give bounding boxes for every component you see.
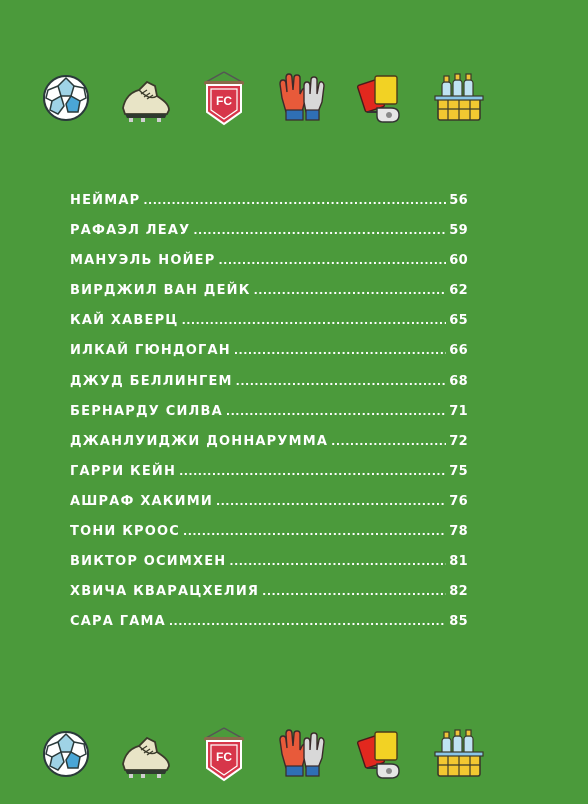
fc-pennant-icon (196, 724, 252, 784)
goalkeeper-gloves-icon (274, 68, 330, 128)
toc-entry-name: ВИРДЖИЛ ВАН ДЕЙК (70, 283, 251, 299)
dot-leader (229, 555, 446, 568)
dot-leader (236, 375, 447, 388)
dot-leader (226, 405, 446, 418)
toc-entry-page: 81 (449, 554, 468, 570)
dot-leader (219, 254, 447, 267)
toc-entry-name: МАНУЭЛЬ НОЙЕР (70, 253, 216, 269)
toc-entry-name: НЕЙМАР (70, 193, 141, 208)
toc-entry-name: БЕРНАРДУ СИЛВА (70, 403, 223, 419)
dot-leader (193, 224, 446, 237)
red-yellow-card-whistle-icon (353, 68, 409, 128)
dot-leader (262, 585, 446, 598)
dot-leader (331, 435, 446, 448)
toc-entry-page: 72 (449, 433, 468, 449)
toc-entry-page: 66 (449, 343, 468, 359)
toc-entry (70, 404, 468, 434)
toc-entry-page: 56 (449, 193, 468, 208)
svg-text:FC: FC (215, 750, 232, 764)
toc-entry-page: 62 (449, 283, 468, 299)
toc-entry (70, 614, 468, 644)
toc-entry-name: ВИКТОР ОСИМХЕН (70, 554, 227, 570)
dot-leader (143, 194, 446, 207)
toc-entry (70, 253, 468, 283)
water-bottle-crate-icon (432, 724, 488, 784)
toc-entry (70, 554, 468, 584)
dot-leader (216, 495, 446, 508)
soccer-ball-icon (38, 68, 94, 128)
toc-entry (70, 193, 468, 223)
water-bottle-crate-icon (432, 68, 488, 128)
top-icon-row (38, 66, 488, 130)
bottom-icon-row (38, 722, 488, 786)
toc-entry (70, 524, 468, 554)
toc-entry-page: 71 (449, 403, 468, 419)
toc-entry (70, 283, 468, 313)
toc-entry (70, 313, 468, 343)
toc-entry-name: ТОНИ КРООС (70, 524, 181, 540)
football-boot-icon (117, 68, 173, 128)
toc-entry-page: 75 (449, 463, 468, 479)
toc-entry-page: 60 (449, 253, 468, 269)
toc-entry-name: ИЛКАЙ ГЮНДОГАН (70, 343, 231, 359)
toc-entry (70, 494, 468, 524)
toc-entry (70, 343, 468, 373)
football-boot-icon (117, 724, 173, 784)
toc-entry-page: 65 (449, 313, 468, 329)
fc-pennant-icon (196, 68, 252, 128)
toc-entry-page: 76 (449, 493, 468, 509)
soccer-ball-icon (38, 724, 94, 784)
toc-entry-name: ГАРРИ КЕЙН (70, 463, 177, 479)
toc-entry (70, 434, 468, 464)
toc-entry-page: 59 (449, 223, 468, 239)
toc-entry-name: РАФАЭЛ ЛЕАУ (70, 223, 191, 239)
toc-entry-name: АШРАФ ХАКИМИ (70, 493, 213, 509)
toc-entry (70, 223, 468, 253)
goalkeeper-gloves-icon (274, 724, 330, 784)
toc-entry-page: 78 (449, 524, 468, 540)
table-of-contents (70, 193, 468, 644)
toc-entry-page: 82 (449, 584, 468, 600)
toc-entry-name: ДЖАНЛУИДЖИ ДОННАРУММА (70, 433, 329, 449)
dot-leader (182, 314, 447, 327)
toc-entry-name: САРА ГАМА (70, 614, 166, 630)
red-yellow-card-whistle-icon (353, 724, 409, 784)
dot-leader (254, 284, 447, 297)
toc-entry-page: 85 (449, 614, 468, 630)
dot-leader (169, 615, 446, 628)
toc-entry-name: ХВИЧА КВАРАЦХЕЛИЯ (70, 584, 260, 600)
dot-leader (234, 344, 446, 357)
toc-entry-name: ДЖУД БЕЛЛИНГЕМ (70, 373, 233, 389)
toc-entry-name: КАЙ ХАВЕРЦ (70, 313, 179, 329)
toc-entry-page: 68 (449, 373, 468, 389)
dot-leader (183, 525, 446, 538)
toc-entry (70, 374, 468, 404)
toc-entry (70, 464, 468, 494)
svg-text:FC: FC (215, 94, 232, 108)
toc-entry (70, 584, 468, 614)
dot-leader (179, 465, 446, 478)
